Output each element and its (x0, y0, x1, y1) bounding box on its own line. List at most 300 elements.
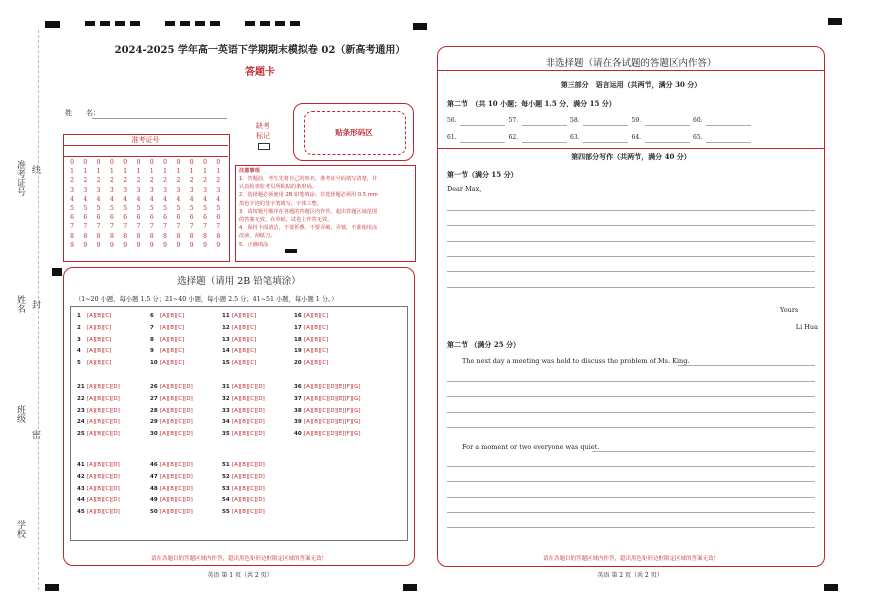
answer-row[interactable] (222, 325, 256, 331)
zhunkao-digit[interactable]: 9 (109, 241, 114, 249)
answer-options[interactable]: [A][B][C][D][E][F][G] (304, 431, 361, 438)
answer-row[interactable] (222, 360, 256, 366)
writing-line[interactable] (447, 271, 815, 272)
answer-options[interactable]: [A][B][C][D][E][F][G] (304, 419, 361, 426)
answer-row[interactable] (222, 313, 256, 319)
zhunkao-digit[interactable]: 1 (203, 168, 207, 176)
fill-blank[interactable] (460, 125, 505, 126)
answer-options[interactable]: [A][B][C][D] (160, 395, 193, 402)
answer-options[interactable]: [A][B][C] (160, 360, 185, 367)
zhunkao-digit[interactable]: 4 (149, 195, 154, 203)
zhunkao-digit[interactable]: 9 (136, 241, 141, 249)
question-number: 44 (77, 497, 85, 504)
zhunkao-digit[interactable]: 7 (176, 223, 181, 231)
answer-options[interactable]: [A][B][C] (87, 324, 112, 331)
name-field[interactable] (92, 118, 227, 119)
zhunkao-digit[interactable]: 2 (203, 177, 207, 185)
answer-options[interactable]: [A][B][C] (304, 324, 329, 331)
answer-row[interactable] (294, 360, 328, 366)
answer-options[interactable]: [A][B][C] (160, 336, 185, 343)
zhunkao-digit[interactable]: 2 (70, 177, 74, 185)
answer-options[interactable]: [A][B][C][D] (160, 431, 193, 438)
zhunkao-digit[interactable]: 0 (123, 159, 128, 166)
answer-row[interactable] (77, 486, 120, 492)
question-number: 17 (294, 324, 302, 331)
zhunkao-digit[interactable]: 6 (83, 214, 88, 222)
writing-line[interactable] (447, 396, 815, 397)
zhunkao-digit[interactable]: 5 (96, 205, 101, 213)
zhunkao-digit[interactable]: 8 (176, 232, 181, 240)
answer-options[interactable]: [A][B][C][D] (160, 485, 193, 492)
answer-options[interactable]: [A][B][C][D] (160, 419, 193, 426)
zhunkao-digit[interactable]: 2 (83, 177, 88, 185)
part3-sec2-heading: 第二节 （共 10 小题；每小题 1.5 分，满分 15 分） (447, 99, 616, 108)
zhunkao-digit[interactable]: 0 (136, 159, 141, 166)
answer-row[interactable] (150, 325, 184, 331)
answer-row[interactable] (222, 462, 265, 468)
zhunkao-digit[interactable]: 6 (163, 214, 167, 222)
writing-line[interactable] (447, 256, 815, 257)
fill-number: 62. (508, 134, 519, 141)
answer-options[interactable]: [A][B][C] (232, 336, 257, 343)
writing-line[interactable] (447, 481, 815, 482)
answer-options[interactable]: [A][B][C][D] (87, 497, 120, 504)
answer-row[interactable] (222, 419, 265, 425)
choice-instructions: （1~20 小题，每小题 1.5 分；21~40 小题，每小题 2.5 分；41~51 小题，每小题 1 分。） (75, 296, 338, 303)
answer-options[interactable]: [A][B][C] (304, 336, 329, 343)
answer-options[interactable]: [A][B][C] (87, 336, 112, 343)
zhunkao-digit[interactable]: 8 (216, 232, 221, 240)
zhunkao-column[interactable] (120, 158, 130, 250)
page-title: 2024-2025 学年高一英语下学期期末模拟卷 02（新高考通用） (114, 45, 406, 56)
answer-options[interactable]: [A][B][C][D] (160, 462, 193, 468)
answer-row[interactable] (150, 348, 184, 354)
answer-row[interactable] (222, 408, 265, 414)
writing-line[interactable] (447, 466, 815, 467)
registration-mark (275, 21, 285, 26)
zhunkao-digit[interactable]: 3 (203, 186, 207, 194)
fill-number: 64. (631, 134, 642, 141)
zhunkao-digit[interactable]: 2 (136, 177, 141, 185)
answer-row[interactable] (77, 396, 120, 402)
answer-row[interactable] (150, 486, 193, 492)
zhunkao-digit[interactable]: 3 (176, 186, 181, 194)
zhunkao-digit[interactable]: 3 (70, 186, 74, 194)
zhunkao-digit[interactable]: 6 (70, 214, 74, 222)
writing-line[interactable] (447, 512, 815, 513)
zhunkao-digit[interactable]: 6 (96, 214, 101, 222)
answer-options[interactable]: [A][B][C][D] (87, 395, 120, 402)
answer-row[interactable] (222, 396, 265, 402)
answer-row[interactable] (222, 337, 256, 343)
answer-options[interactable]: [A][B][C][D] (87, 419, 120, 426)
answer-options[interactable]: [A][B][C][D] (87, 509, 120, 516)
answer-row[interactable] (150, 384, 193, 390)
answer-options[interactable]: [A][B][C][D][E][F][G] (304, 407, 361, 414)
zhunkao-digit[interactable]: 7 (136, 223, 141, 231)
para1-line[interactable] (678, 365, 815, 366)
part4-heading: 第四部分写作（共两节，满分 40 分） (571, 152, 691, 161)
zhunkao-column[interactable] (200, 158, 210, 250)
answer-row[interactable] (77, 384, 120, 390)
writing-line[interactable] (447, 241, 815, 242)
answer-row[interactable] (294, 348, 328, 354)
zhunkao-digit[interactable]: 0 (70, 159, 74, 166)
answer-options[interactable]: [A][B][C][D] (160, 384, 193, 390)
answer-row[interactable] (222, 509, 265, 515)
zhunkao-digit[interactable]: 4 (203, 195, 207, 203)
answer-options[interactable]: [A][B][C] (232, 313, 257, 319)
answer-options[interactable]: [A][B][C] (304, 360, 329, 367)
zhunkao-digit[interactable]: 7 (149, 223, 154, 231)
answer-options[interactable]: [A][B][C][D] (160, 497, 193, 504)
zhunkao-digit[interactable]: 1 (189, 168, 194, 176)
zhunkao-digit[interactable]: 3 (109, 186, 114, 194)
answer-row[interactable] (150, 431, 193, 437)
notice-item: 4．保持卡面清洁，不要折叠、不要弄破、弄皱，不准使用涂 (239, 225, 378, 232)
zhunkao-digit[interactable]: 9 (176, 241, 181, 249)
writing-line[interactable] (447, 497, 815, 498)
answer-options[interactable]: [A][B][C][D] (87, 462, 120, 468)
answer-options[interactable]: [A][B][C][D] (232, 497, 265, 504)
answer-options[interactable]: [A][B][C] (160, 348, 185, 355)
zhunkao-column[interactable] (107, 158, 117, 250)
zhunkao-digit[interactable]: 9 (216, 241, 221, 249)
zhunkao-digit[interactable]: 8 (163, 232, 167, 240)
zhunkao-digit[interactable]: 0 (176, 159, 181, 166)
writing-line[interactable] (447, 527, 815, 528)
zhunkao-digit[interactable]: 8 (123, 232, 128, 240)
answer-options[interactable]: [A][B][C][D] (87, 473, 120, 480)
answer-options[interactable]: [A][B][C][D][E][F][G] (304, 384, 361, 390)
zhunkao-digit[interactable]: 6 (216, 214, 221, 222)
zhunkao-digit[interactable]: 3 (163, 186, 167, 194)
zhunkao-column[interactable] (160, 158, 170, 250)
answer-row[interactable] (150, 337, 184, 343)
zhunkao-digit[interactable]: 2 (149, 177, 154, 185)
answer-row[interactable] (222, 431, 265, 437)
zhunkao-digit[interactable]: 8 (96, 232, 101, 240)
question-number: 39 (294, 419, 302, 426)
fill-blank[interactable] (583, 125, 628, 126)
zhunkao-column[interactable] (67, 158, 77, 250)
question-number: 25 (77, 431, 85, 438)
zhunkao-digit[interactable]: 7 (70, 223, 74, 231)
zhunkao-digit[interactable]: 9 (163, 241, 167, 249)
signature: Li Hua (795, 323, 818, 331)
zhunkao-digit[interactable]: 4 (109, 195, 114, 203)
answer-row[interactable] (77, 360, 111, 366)
zhunkao-digit[interactable]: 2 (216, 177, 221, 185)
zhunkao-digit[interactable]: 1 (70, 168, 74, 176)
quekao-checkbox[interactable] (258, 143, 270, 150)
para2-line[interactable] (592, 451, 815, 452)
zhunkao-digit[interactable]: 6 (189, 214, 194, 222)
question-number: 14 (222, 348, 230, 355)
zhunkao-digit[interactable]: 5 (136, 205, 141, 213)
answer-row[interactable] (294, 396, 361, 402)
fill-number: 59. (631, 117, 642, 124)
zhunkao-digit[interactable]: 2 (123, 177, 128, 185)
answer-row[interactable] (294, 419, 361, 425)
zhunkao-digit[interactable]: 2 (96, 177, 101, 185)
answer-row[interactable] (77, 462, 120, 468)
question-number: 32 (222, 395, 230, 402)
part4-sec1-heading: 第一节（满分 15 分） (447, 170, 518, 179)
zhunkao-digit[interactable]: 5 (123, 205, 128, 213)
zhunkao-digit[interactable]: 6 (109, 214, 114, 222)
answer-options[interactable]: [A][B][C][D] (87, 384, 120, 390)
zhunkao-digit[interactable]: 1 (136, 168, 141, 176)
answer-options[interactable]: [A][B][C] (304, 348, 329, 355)
writing-line[interactable] (447, 210, 815, 211)
zhunkao-digit[interactable]: 7 (83, 223, 88, 231)
zhunkao-digit[interactable]: 1 (176, 168, 181, 176)
zhunkao-digit[interactable]: 1 (163, 168, 167, 176)
zhunkao-column[interactable] (94, 158, 104, 250)
answer-row[interactable] (150, 396, 193, 402)
answer-options[interactable]: [A][B][C] (87, 348, 112, 355)
answer-row[interactable] (77, 313, 111, 319)
zhunkao-digit[interactable]: 0 (216, 159, 221, 166)
fill-blank[interactable] (460, 142, 505, 143)
answer-options[interactable]: [A][B][C] (232, 348, 257, 355)
zhunkao-digit[interactable]: 2 (176, 177, 181, 185)
answer-options[interactable]: [A][B][C] (232, 324, 257, 331)
zhunkao-digit[interactable]: 1 (123, 168, 128, 176)
answer-row[interactable] (150, 462, 193, 468)
answer-options[interactable]: [A][B][C][D] (232, 462, 265, 468)
writing-line[interactable] (447, 225, 815, 226)
answer-options[interactable]: [A][B][C] (160, 313, 185, 319)
zhunkao-digit[interactable]: 2 (189, 177, 194, 185)
zhunkao-digit[interactable]: 9 (96, 241, 101, 249)
zhunkao-column[interactable] (134, 158, 144, 250)
registration-mark (290, 21, 300, 26)
zhunkao-digit[interactable]: 4 (176, 195, 181, 203)
zhunkao-digit[interactable]: 5 (70, 205, 74, 213)
zhunkao-digit[interactable]: 0 (149, 159, 154, 166)
zhunkao-digit[interactable]: 7 (109, 223, 114, 231)
fill-blank[interactable] (583, 142, 628, 143)
zhunkao-digit[interactable]: 8 (203, 232, 207, 240)
zhunkao-digit[interactable]: 8 (149, 232, 154, 240)
answer-options[interactable]: [A][B][C][D][E][F][G] (304, 395, 361, 402)
answer-options[interactable]: [A][B][C][D] (232, 509, 265, 516)
answer-options[interactable]: [A][B][C][D] (232, 431, 265, 438)
zhunkao-digit[interactable]: 8 (70, 232, 74, 240)
answer-options[interactable]: [A][B][C][D] (232, 473, 265, 480)
zhunkao-digit[interactable]: 4 (216, 195, 221, 203)
answer-options[interactable]: [A][B][C][D] (232, 407, 265, 414)
answer-row[interactable] (77, 474, 120, 480)
zhunkao-digit[interactable]: 9 (83, 241, 88, 249)
paragraph-2-start: For a moment or two everyone was quiet. (462, 443, 600, 451)
zhunkao-digit[interactable]: 5 (109, 205, 114, 213)
zhunkao-digit[interactable]: 6 (149, 214, 154, 222)
writing-line[interactable] (447, 381, 815, 382)
zhunkao-digit[interactable]: 8 (136, 232, 141, 240)
fill-blank[interactable] (522, 142, 567, 143)
zhunkao-digit[interactable]: 1 (109, 168, 114, 176)
zhunkao-digit[interactable]: 7 (123, 223, 128, 231)
zhunkao-digit[interactable]: 8 (189, 232, 194, 240)
answer-options[interactable]: [A][B][C] (87, 360, 112, 367)
zhunkao-digit[interactable]: 0 (109, 159, 114, 166)
answer-row[interactable] (294, 408, 361, 414)
zhunkao-digit[interactable]: 1 (216, 168, 221, 176)
answer-row[interactable] (77, 325, 111, 331)
answer-row[interactable] (150, 408, 193, 414)
answer-row[interactable] (77, 497, 120, 503)
answer-row[interactable] (294, 313, 328, 319)
answer-row[interactable] (77, 408, 120, 414)
answer-row[interactable] (77, 509, 120, 515)
zhunkao-digit[interactable]: 7 (216, 223, 221, 231)
answer-row[interactable] (294, 337, 328, 343)
writing-line[interactable] (447, 287, 815, 288)
answer-options[interactable]: [A][B][C][D] (160, 473, 193, 480)
salutation: Dear Max, (447, 185, 482, 193)
right-title-divider (437, 70, 825, 71)
zhunkao-digit[interactable]: 3 (149, 186, 154, 194)
answer-row[interactable] (150, 313, 184, 319)
answer-row[interactable] (222, 497, 265, 503)
answer-options[interactable]: [A][B][C][D] (232, 485, 265, 492)
answer-row[interactable] (77, 337, 111, 343)
zhunkao-digit[interactable]: 7 (189, 223, 194, 231)
answer-options[interactable]: [A][B][C][D] (232, 384, 265, 390)
zhunkao-digit[interactable]: 6 (136, 214, 141, 222)
part4-sec2-heading: 第二节 （满分 25 分） (447, 340, 521, 349)
writing-line[interactable] (447, 412, 815, 413)
zhunkao-digit[interactable]: 7 (96, 223, 101, 231)
zhunkao-digit[interactable]: 3 (136, 186, 141, 194)
zhunkao-digit[interactable]: 5 (189, 205, 194, 213)
fill-blank[interactable] (706, 125, 751, 126)
zhunkao-digit[interactable]: 6 (176, 214, 181, 222)
registration-mark (85, 21, 95, 26)
zhunkao-digit[interactable]: 8 (83, 232, 88, 240)
zhunkao-digit[interactable]: 0 (163, 159, 167, 166)
zhunkao-digit[interactable]: 0 (203, 159, 207, 166)
answer-row[interactable] (150, 419, 193, 425)
answer-options[interactable]: [A][B][C][D] (87, 407, 120, 414)
answer-row[interactable] (150, 497, 193, 503)
zhunkao-digit[interactable]: 5 (149, 205, 154, 213)
answer-options[interactable]: [A][B][C][D] (160, 407, 193, 414)
answer-row[interactable] (150, 474, 193, 480)
answer-row[interactable] (150, 360, 184, 366)
zhunkao-digit[interactable]: 1 (149, 168, 154, 176)
fill-blank[interactable] (645, 125, 690, 126)
zhunkao-digit[interactable]: 4 (123, 195, 128, 203)
zhunkao-digit[interactable]: 3 (189, 186, 194, 194)
answer-row[interactable] (77, 419, 120, 425)
zhunkao-digit[interactable]: 1 (96, 168, 101, 176)
zhunkao-column[interactable] (173, 158, 183, 250)
zhunkao-column[interactable] (80, 158, 90, 250)
zhunkao-column[interactable] (187, 158, 197, 250)
answer-row[interactable] (222, 486, 265, 492)
zhunkao-digit[interactable]: 3 (123, 186, 128, 194)
answer-options[interactable]: [A][B][C] (87, 313, 112, 319)
answer-row[interactable] (222, 348, 256, 354)
zhunkao-digit[interactable]: 0 (96, 159, 101, 166)
answer-options[interactable]: [A][B][C][D] (87, 431, 120, 438)
zhunkao-digit[interactable]: 9 (149, 241, 154, 249)
answer-row[interactable] (222, 384, 265, 390)
zhunkao-digit[interactable]: 9 (203, 241, 207, 249)
registration-mark (45, 584, 59, 591)
zhunkao-digit[interactable]: 3 (96, 186, 101, 194)
zhunkao-digit[interactable]: 9 (123, 241, 128, 249)
zhunkao-digit[interactable]: 6 (123, 214, 128, 222)
zhunkao-digit[interactable]: 0 (83, 159, 88, 166)
notice-item: 认真检查监考员所粘贴的条形码。 (239, 184, 317, 191)
answer-options[interactable]: [A][B][C] (232, 360, 257, 367)
left-warning: 请在各题目的答题区域内作答，超出黑色矩形边框限定区域的答案无效！ (150, 556, 327, 562)
zhunkao-digit[interactable]: 3 (83, 186, 88, 194)
answer-options[interactable]: [A][B][C] (160, 324, 185, 331)
zhunkao-digit[interactable]: 7 (203, 223, 207, 231)
zhunkao-digit[interactable]: 1 (83, 168, 88, 176)
zhunkao-digit[interactable]: 4 (136, 195, 141, 203)
zhunkao-digit[interactable]: 5 (83, 205, 88, 213)
zhunkao-digit[interactable]: 5 (163, 205, 167, 213)
fill-blank[interactable] (522, 125, 567, 126)
zhunkao-digit[interactable]: 2 (109, 177, 114, 185)
zhunkao-digit[interactable]: 4 (189, 195, 194, 203)
answer-row[interactable] (294, 431, 361, 437)
zhunkao-column[interactable] (213, 158, 223, 250)
notice-item: 3．请按题号顺序在各题的答题区内作答，超出答题区域范围 (239, 208, 378, 215)
left-footer: 英语 第 1 页（共 2 页） (207, 572, 273, 579)
answer-row[interactable] (222, 474, 265, 480)
answer-row[interactable] (77, 431, 120, 437)
zhunkao-digit[interactable]: 5 (176, 205, 181, 213)
zhunkao-digit[interactable]: 9 (189, 241, 194, 249)
answer-options[interactable]: [A][B][C][D] (232, 395, 265, 402)
zhunkao-digit[interactable]: 0 (189, 159, 194, 166)
zhunkao-digit[interactable]: 4 (83, 195, 88, 203)
answer-options[interactable]: [A][B][C][D] (232, 419, 265, 426)
answer-options[interactable]: [A][B][C][D] (87, 485, 120, 492)
zhunkao-digit[interactable]: 7 (163, 223, 167, 231)
zhunkao-digit[interactable]: 4 (163, 195, 167, 203)
zhunkao-digit[interactable]: 3 (216, 186, 221, 194)
answer-options[interactable]: [A][B][C] (304, 313, 329, 319)
zhunkao-digit[interactable]: 4 (96, 195, 101, 203)
answer-row[interactable] (294, 325, 328, 331)
zhunkao-digit[interactable]: 8 (109, 232, 114, 240)
zhunkao-digit[interactable]: 9 (70, 241, 74, 249)
question-number: 11 (222, 313, 230, 319)
answer-row[interactable] (294, 384, 361, 390)
zhunkao-digit[interactable]: 2 (163, 177, 167, 185)
writing-line[interactable] (447, 427, 815, 428)
zhunkao-digit[interactable]: 5 (216, 205, 221, 213)
zhunkao-digit[interactable]: 5 (203, 205, 207, 213)
answer-row[interactable] (150, 509, 193, 515)
fill-blank[interactable] (645, 142, 690, 143)
answer-row[interactable] (77, 348, 111, 354)
fill-blank[interactable] (706, 142, 751, 143)
zhunkao-digit[interactable]: 4 (70, 195, 74, 203)
zhunkao-column[interactable] (147, 158, 157, 250)
zhunkao-digit[interactable]: 6 (203, 214, 207, 222)
answer-options[interactable]: [A][B][C][D] (160, 509, 193, 516)
